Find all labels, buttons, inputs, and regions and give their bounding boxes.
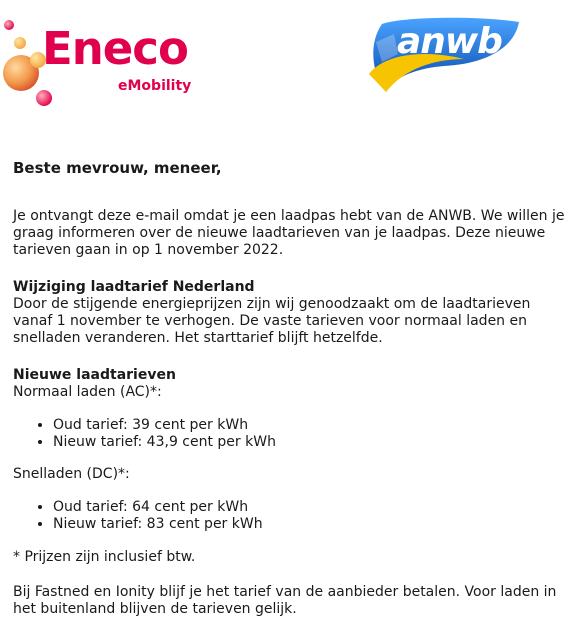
ac-label: Normaal laden (AC)*: (13, 384, 162, 400)
new-rates-heading: Nieuwe laadtarieven (13, 367, 176, 383)
anwb-wordmark: anwb (397, 21, 502, 62)
ac-rate-list (13, 417, 575, 451)
change-text: Door de stijgende energieprijzen zijn wij genoodzaakt om de laadtarieven vanaf 1 november te verhogen. De vaste tarieven voor normaal laden en snelladen veranderen. Het starttarief blijft hetzelfde. (13, 296, 531, 346)
greeting: Beste mevrouw, meneer, (13, 159, 222, 177)
new-rates-section (13, 367, 568, 401)
change-heading: Wijziging laadtarief Nederland (13, 279, 255, 295)
list-item: • Nieuw tarief: 83 cent per kWh (53, 516, 575, 533)
footnote: * Prijzen zijn inclusief btw. (13, 549, 196, 565)
list-item: • Oud tarief: 64 cent per kWh (53, 499, 575, 516)
intro-text: Je ontvangt deze e-mail omdat je een laadpas hebt van de ANWB. We willen je graag informeren over de nieuwe laadtarieven van je laadpas. Deze nieuwe tarieven gaan in op 1 november 2022. (13, 208, 565, 258)
list-item: • Oud tarief: 39 cent per kWh (53, 417, 575, 434)
intro-paragraph (13, 208, 568, 259)
header-logos (0, 0, 575, 110)
dc-label: Snelladen (DC)*: (13, 466, 130, 482)
emobility-wordmark: eMobility (118, 78, 192, 94)
dc-rate-list (13, 499, 575, 533)
closing-text: Bij Fastned en Ionity blijf je het tarief van de aanbieder betalen. Voor laden in het buitenland blijven de tarieven gelijk. (13, 584, 557, 617)
eneco-wordmark: Eneco (42, 22, 188, 75)
change-section (13, 279, 568, 347)
list-item: • Nieuw tarief: 43,9 cent per kWh (53, 434, 575, 451)
